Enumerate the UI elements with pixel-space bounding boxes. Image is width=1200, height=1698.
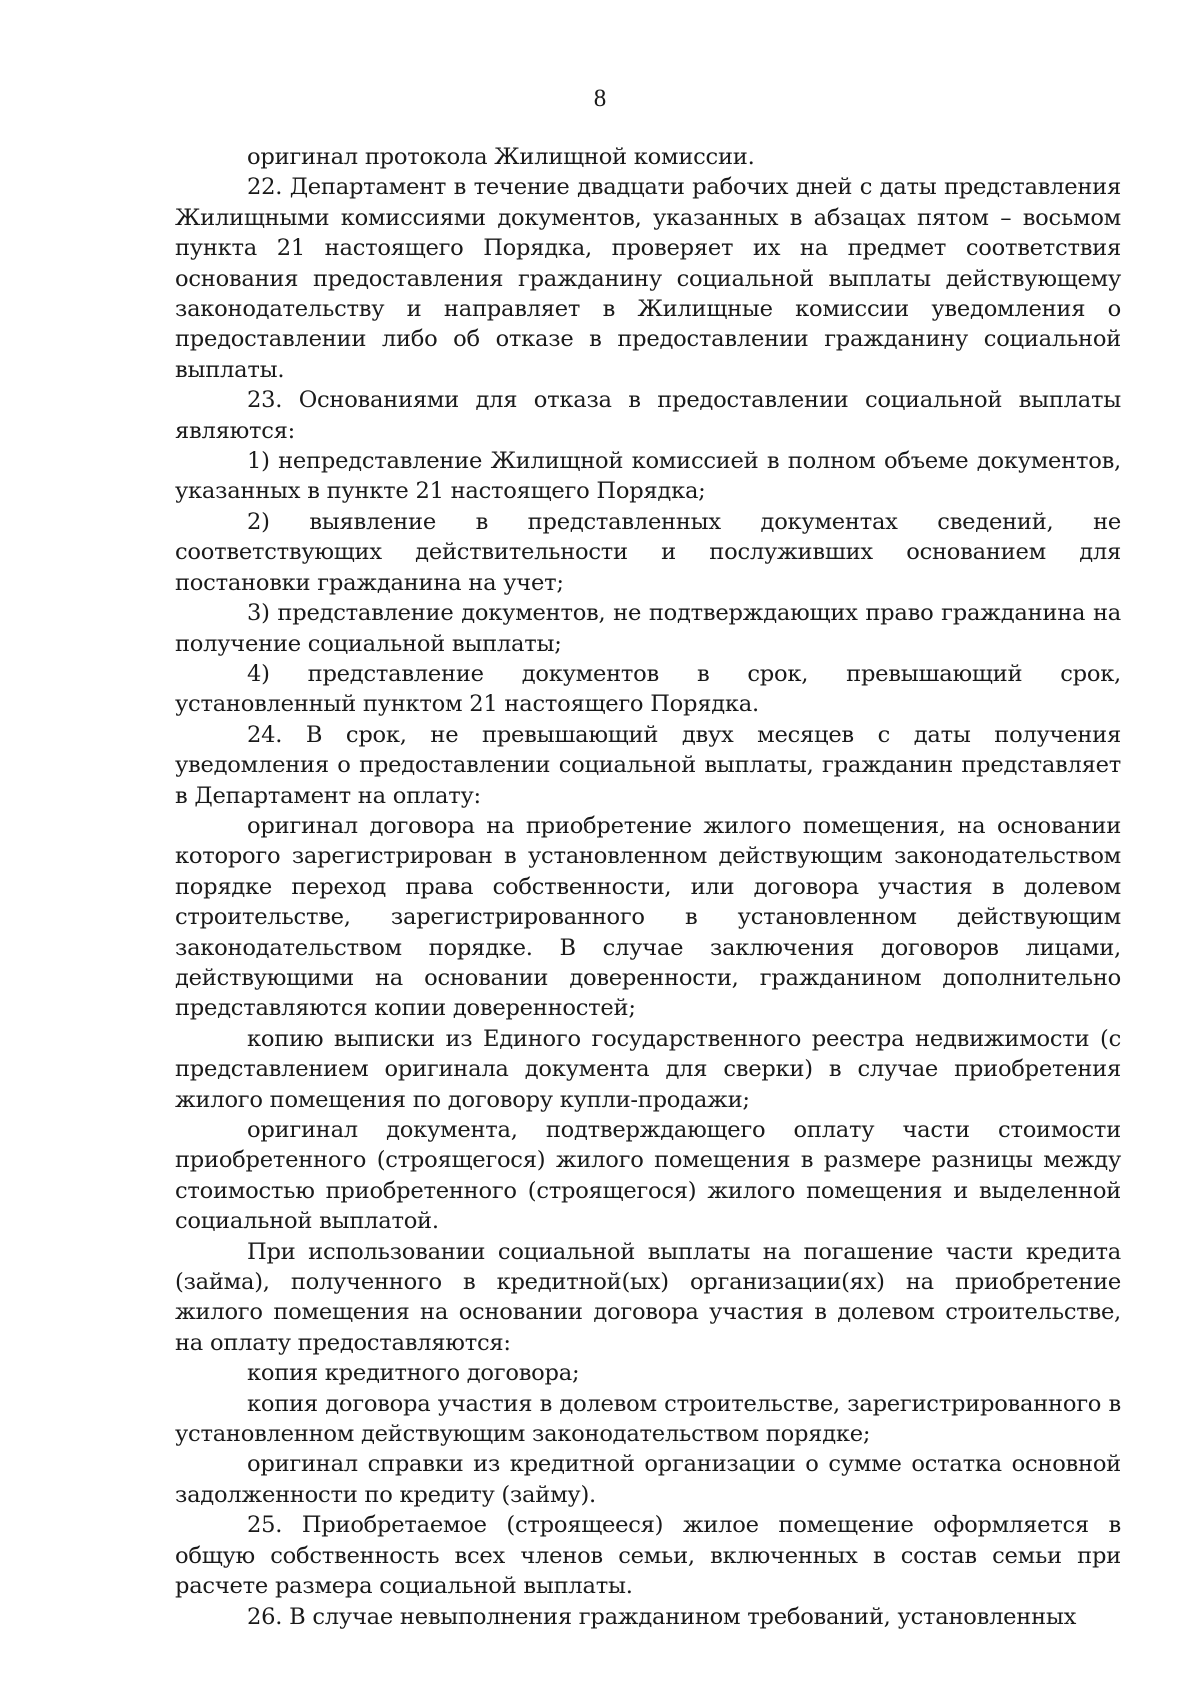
paragraph-item-22: 22. Департамент в течение двадцати рабочих дней с даты представления Жилищными комиссиями документов, указанных в абзацах пятом – восьмом пункта 21 настоящего Порядка, проверяет их на предмет соответствия основания предоставления гражданину социальной выплаты действующему законодательству и направляет в Жилищные комиссии уведомления о предоставлении либо об отказе в предоставлении гражданину социальной выплаты.: [175, 174, 1121, 383]
paragraph: копию выписки из Единого государственного реестра недвижимости (с представлением оригинала документа для сверки) в случае приобретения жилого помещения по договору купли-продажи;: [175, 1025, 1121, 1113]
paragraph: копия договора участия в долевом строительстве, зарегистрированного в установленном действующим законодательством порядке;: [175, 1390, 1121, 1448]
paragraph: копия кредитного договора;: [247, 1360, 580, 1387]
list-item: 2) выявление в представленных документах сведений, не соответствующих действительности и послуживших основанием для постановки гражданина на учет;: [175, 508, 1121, 596]
list-item: 3) представление документов, не подтверждающих право гражданина на получение социальной выплаты;: [175, 600, 1121, 657]
paragraph-item-24: 24. В срок, не превышающий двух месяцев с даты получения уведомления о предоставлении социальной выплаты, гражданин представляет в Департамент на оплату:: [175, 721, 1121, 809]
page-number: 8: [593, 85, 607, 112]
paragraph: оригинал договора на приобретение жилого помещения, на основании которого зарегистрирован в установленном действующим законодательством порядке переход права собственности, или договора участия в долевом строительстве, зарегистрированного в установленном действующим законодательством порядке. В случае заключения договоров лицами, действующими на основании доверенности, гражданином дополнительно представляются копии доверенностей;: [175, 812, 1121, 1022]
paragraph: оригинал документа, подтверждающего оплату части стоимости приобретенного (строящегося) жилого помещения в размере разницы между стоимостью приобретенного (строящегося) жилого помещения и выделенной социальной выплатой.: [175, 1117, 1121, 1235]
paragraph: При использовании социальной выплаты на погашение части кредита (займа), полученного в кредитной(ых) организации(ях) на приобретение жилого помещения на основании договора участия в долевом строительстве, на оплату предоставляются:: [175, 1238, 1121, 1356]
paragraph-item-25: 25. Приобретаемое (строящееся) жилое помещение оформляется в общую собственность всех членов семьи, включенных в состав семьи при расчете размера социальной выплаты.: [175, 1512, 1121, 1600]
paragraph: оригинал протокола Жилищной комиссии.: [247, 144, 755, 170]
paragraph-item-26: 26. В случае невыполнения гражданином требований, установленных: [247, 1603, 1077, 1630]
list-item: 4) представление документов в срок, превышающий срок, установленный пунктом 21 настоящего Порядка.: [175, 660, 1121, 718]
paragraph-item-23: 23. Основаниями для отказа в предоставлении социальной выплаты являются:: [175, 387, 1121, 444]
document-body: [175, 142, 1121, 1632]
paragraph: оригинал справки из кредитной организации о сумме остатка основной задолженности по кредиту (займу).: [175, 1451, 1121, 1508]
list-item: 1) непредставление Жилищной комиссией в полном объеме документов, указанных в пункте 21 настоящего Порядка;: [175, 448, 1121, 505]
